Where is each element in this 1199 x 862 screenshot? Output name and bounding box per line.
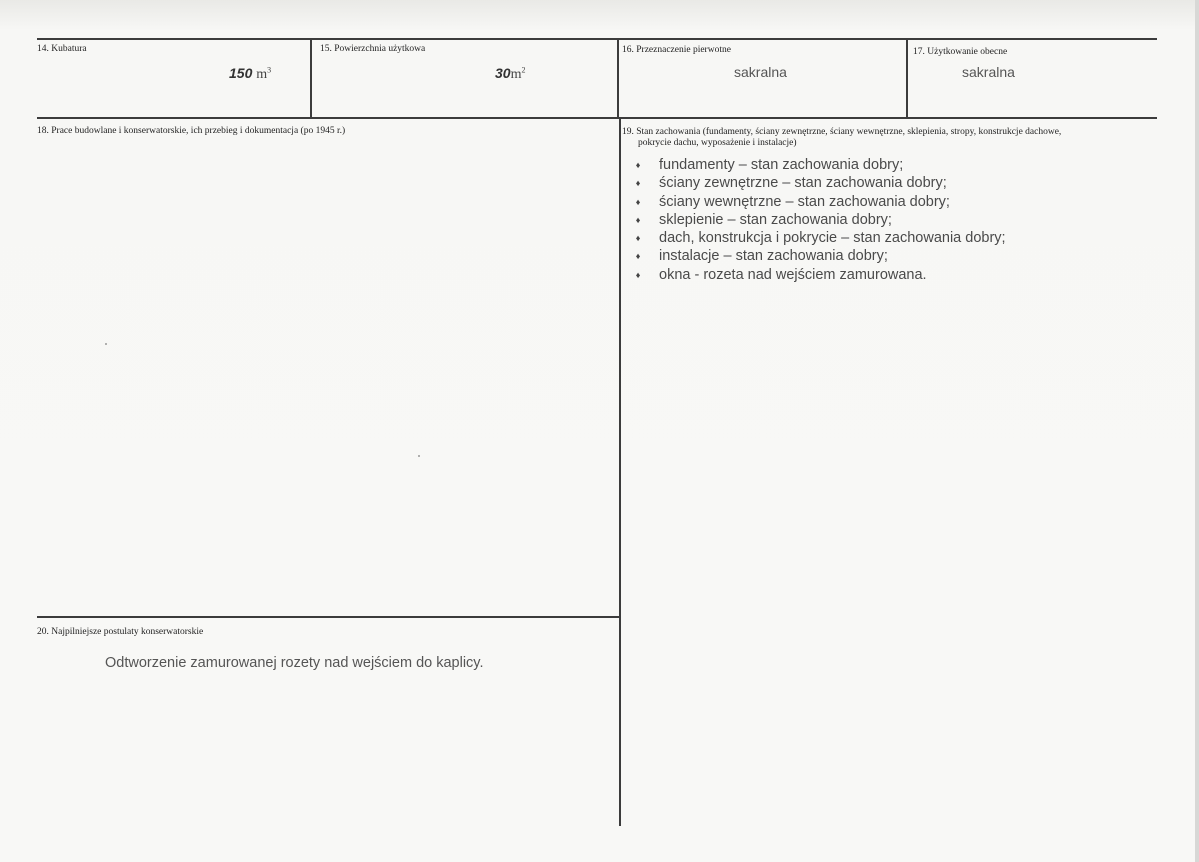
divider-14-15 xyxy=(310,38,312,118)
diamond-bullet-icon: ♦ xyxy=(635,233,641,244)
field-20-label: 20. Najpilniejsze postulaty konserwatorskie xyxy=(37,627,204,637)
divider-16-17 xyxy=(906,38,908,118)
scan-speck xyxy=(418,455,420,457)
diamond-bullet-icon: ♦ xyxy=(635,269,641,280)
field-18-label: 18. Prace budowlane i konserwatorskie, ich przebieg i dokumentacja (po 1945 r.) xyxy=(37,126,346,136)
field-14-label: 14. Kubatura xyxy=(37,44,87,54)
diamond-bullet-icon: ♦ xyxy=(635,196,641,207)
field-16-value: sakralna xyxy=(734,64,787,80)
field-15-unit: $m^2$ xyxy=(510,65,526,82)
list-item: ♦ ściany wewnętrzne – stan zachowania dobry; xyxy=(632,193,1006,211)
list-item: ♦ okna - rozeta nad wejściem zamurowana. xyxy=(632,266,1006,284)
divider-18-19 xyxy=(619,117,621,826)
list-item: ♦ sklepienie – stan zachowania dobry; xyxy=(632,211,1006,229)
field-15-value xyxy=(495,65,525,83)
field-16-label: 16. Przeznaczenie pierwotne xyxy=(622,45,731,55)
field-17-value: sakralna xyxy=(962,64,1015,80)
field-15-label: 15. Powierzchnia użytkowa xyxy=(320,44,426,54)
diamond-bullet-icon: ♦ xyxy=(635,160,641,170)
list-item: ♦ instalacje – stan zachowania dobry; xyxy=(632,247,1006,265)
field-15-number: 30 xyxy=(495,65,511,81)
field-14-unit: $m^3$ xyxy=(256,65,272,82)
diamond-bullet-icon: ♦ xyxy=(635,178,641,189)
diamond-bullet-icon: ♦ xyxy=(635,251,641,262)
list-item: ♦ ściany zewnętrzne – stan zachowania dobry; xyxy=(632,174,1006,192)
scan-speck xyxy=(105,343,107,345)
top-rule xyxy=(37,38,1157,40)
divider-15-16 xyxy=(617,38,619,118)
diamond-bullet-icon: ♦ xyxy=(635,214,641,225)
field-14-value xyxy=(229,65,271,83)
field-14-number: 150 xyxy=(229,65,253,81)
field-17-label: 17. Użytkowanie obecne xyxy=(913,47,1008,57)
condition-list xyxy=(632,156,1006,284)
row1-bottom-rule xyxy=(37,117,1157,119)
field-19-label-line1: 19. Stan zachowania (fundamenty, ściany zewnętrzne, ściany wewnętrzne, sklepienia, stropy, konstrukcje dachowe, xyxy=(622,127,1062,137)
field-19-label-line2: pokrycie dachu, wyposażenie i instalacje) xyxy=(638,138,797,148)
list-item: ♦ fundamenty – stan zachowania dobry; xyxy=(632,156,1006,174)
list-item: ♦ dach, konstrukcja i pokrycie – stan zachowania dobry; xyxy=(632,229,1006,247)
page-edge xyxy=(1195,0,1199,862)
field-20-value: Odtworzenie zamurowanej rozety nad wejściem do kaplicy. xyxy=(105,655,484,671)
divider-18-20 xyxy=(37,616,620,618)
